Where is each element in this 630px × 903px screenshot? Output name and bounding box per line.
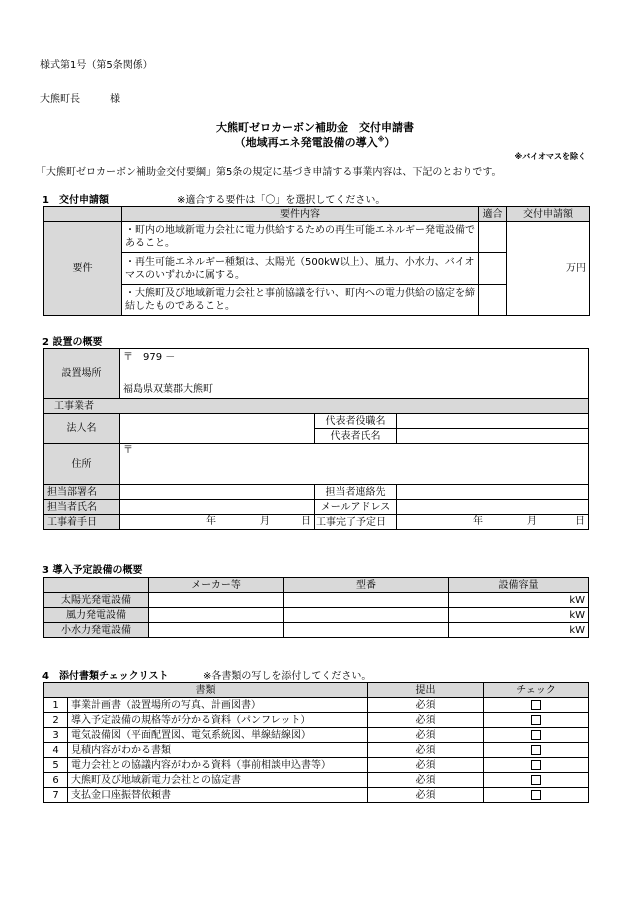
col-submit: 提出 xyxy=(368,683,484,698)
rep-title-input[interactable] xyxy=(397,414,589,429)
submit-status: 必須 xyxy=(368,773,484,788)
checkbox[interactable] xyxy=(531,745,541,755)
intro-text: 「大熊町ゼロカーボン補助金交付要綱」第5条の規定に基づき申請する事業内容は、下記のとおりです。 xyxy=(36,167,502,178)
document-name: 見積内容がわかる書類 xyxy=(68,743,368,758)
corp-name-input[interactable] xyxy=(120,414,315,444)
person-input[interactable] xyxy=(120,500,315,515)
location-address[interactable]: 福島県双葉郡大熊町 xyxy=(120,382,589,399)
col-docs: 書類 xyxy=(44,683,368,698)
checkbox[interactable] xyxy=(531,790,541,800)
footnote: ※バイオマスを除く xyxy=(514,152,586,161)
checkbox[interactable] xyxy=(531,730,541,740)
section4-heading: 4 添付書類チェックリスト xyxy=(42,671,169,682)
hydro-maker-input[interactable] xyxy=(149,623,284,638)
document-name: 電気設備図（平面配置図、電気系統図、単線結線図） xyxy=(68,728,368,743)
contractor-label: 工事業者 xyxy=(44,399,589,414)
start-date-input[interactable]: 年 月 日 xyxy=(120,515,315,530)
requirements-label: 要件 xyxy=(44,222,122,316)
row-number: 4 xyxy=(44,743,68,758)
requirements-table xyxy=(43,206,590,316)
checkbox[interactable] xyxy=(531,775,541,785)
checklist-table xyxy=(43,682,589,803)
dept-label: 担当部署名 xyxy=(44,485,120,500)
document-name: 大熊町及び地域新電力会社との協定書 xyxy=(68,773,368,788)
row-number: 5 xyxy=(44,758,68,773)
requirement-2: ・再生可能エネルギー種類は、太陽光（500kW以上）、風力、小水力、バイオマスのいずれかに属する。 xyxy=(122,253,479,285)
rep-name-input[interactable] xyxy=(397,429,589,444)
start-date-label: 工事着手日 xyxy=(44,515,120,530)
submit-status: 必須 xyxy=(368,698,484,713)
check-cell xyxy=(484,713,589,728)
section3-heading: 3 導入予定設備の概要 xyxy=(42,565,143,576)
address-label: 住所 xyxy=(44,444,120,485)
wind-capacity-input[interactable]: kW xyxy=(449,608,589,623)
table-row xyxy=(44,758,589,773)
end-date-label: 工事完了予定日 xyxy=(315,515,397,530)
wind-maker-input[interactable] xyxy=(149,608,284,623)
row-number: 1 xyxy=(44,698,68,713)
wind-model-input[interactable] xyxy=(284,608,449,623)
document-name: 支払金口座振替依頼書 xyxy=(68,788,368,803)
hydro-capacity-input[interactable]: kW xyxy=(449,623,589,638)
submit-status: 必須 xyxy=(368,713,484,728)
check-cell xyxy=(484,728,589,743)
col-fit: 適合 xyxy=(479,207,507,222)
table-row xyxy=(44,728,589,743)
document-name: 事業計画書（設置場所の写真、計画図書） xyxy=(68,698,368,713)
email-label: メールアドレス xyxy=(315,500,397,515)
checkbox[interactable] xyxy=(531,700,541,710)
fit-1[interactable] xyxy=(479,222,507,253)
address-input[interactable] xyxy=(120,460,589,485)
hydro-model-input[interactable] xyxy=(284,623,449,638)
end-date-input[interactable]: 年 月 日 xyxy=(397,515,589,530)
table-row xyxy=(44,698,589,713)
solar-maker-input[interactable] xyxy=(149,593,284,608)
col-requirements: 要件内容 xyxy=(122,207,479,222)
location-line[interactable] xyxy=(120,366,589,382)
rep-title-label: 代表者役職名 xyxy=(315,414,397,429)
submit-status: 必須 xyxy=(368,788,484,803)
solar-model-input[interactable] xyxy=(284,593,449,608)
equipment-wind-label: 風力発電設備 xyxy=(44,608,149,623)
fit-2[interactable] xyxy=(479,253,507,285)
row-number: 7 xyxy=(44,788,68,803)
addressee: 大熊町長 様 xyxy=(40,94,120,105)
col-amount: 交付申請額 xyxy=(507,207,590,222)
dept-input[interactable] xyxy=(120,485,315,500)
contact-label: 担当者連絡先 xyxy=(315,485,397,500)
location-postal[interactable]: 〒 979 － xyxy=(120,349,589,366)
submit-status: 必須 xyxy=(368,728,484,743)
solar-capacity-input[interactable]: kW xyxy=(449,593,589,608)
document-name: 導入予定設備の規格等が分かる資料（パンフレット） xyxy=(68,713,368,728)
rep-name-label: 代表者氏名 xyxy=(315,429,397,444)
amount-cell[interactable]: 万円 xyxy=(507,222,590,316)
person-label: 担当者氏名 xyxy=(44,500,120,515)
col-maker: メーカー等 xyxy=(149,578,284,593)
table-row xyxy=(44,743,589,758)
row-number: 2 xyxy=(44,713,68,728)
submit-status: 必須 xyxy=(368,743,484,758)
requirement-1: ・町内の地域新電力会社に電力供給するための再生可能エネルギー発電設備であること。 xyxy=(122,222,479,253)
requirement-3: ・大熊町及び地域新電力会社と事前協議を行い、町内への電力供給の協定を締結したものであること。 xyxy=(122,285,479,316)
section1-note: ※適合する要件は「〇」を選択してください。 xyxy=(177,195,386,206)
check-cell xyxy=(484,743,589,758)
email-input[interactable] xyxy=(397,500,589,515)
equipment-table xyxy=(43,577,589,638)
fit-3[interactable] xyxy=(479,285,507,316)
page-title: 大熊町ゼロカーボン補助金 交付申請書 xyxy=(216,121,414,134)
contact-input[interactable] xyxy=(397,485,589,500)
corp-name-label: 法人名 xyxy=(44,414,120,444)
form-number: 様式第1号（第5条関係） xyxy=(40,60,153,71)
section1-heading: 1 交付申請額 xyxy=(42,195,109,206)
col-model: 型番 xyxy=(284,578,449,593)
col-check: チェック xyxy=(484,683,589,698)
section2-heading: 2 設置の概要 xyxy=(42,337,103,348)
check-cell xyxy=(484,698,589,713)
location-label: 設置場所 xyxy=(44,349,120,399)
checkbox[interactable] xyxy=(531,715,541,725)
equipment-hydro-label: 小水力発電設備 xyxy=(44,623,149,638)
check-cell xyxy=(484,773,589,788)
installation-table xyxy=(43,348,589,530)
row-number: 3 xyxy=(44,728,68,743)
address-postal[interactable]: 〒 xyxy=(120,444,589,460)
table-row xyxy=(44,713,589,728)
check-cell xyxy=(484,758,589,773)
checkbox[interactable] xyxy=(531,760,541,770)
section4-note: ※各書類の写しを添付してください。 xyxy=(203,671,372,682)
page-subtitle: （地域再エネ発電設備の導入※） xyxy=(234,135,396,149)
equipment-solar-label: 太陽光発電設備 xyxy=(44,593,149,608)
row-number: 6 xyxy=(44,773,68,788)
table-row xyxy=(44,773,589,788)
col-capacity: 設備容量 xyxy=(449,578,589,593)
document-name: 電力会社との協議内容がわかる資料（事前相談申込書等） xyxy=(68,758,368,773)
check-cell xyxy=(484,788,589,803)
table-row xyxy=(44,788,589,803)
submit-status: 必須 xyxy=(368,758,484,773)
